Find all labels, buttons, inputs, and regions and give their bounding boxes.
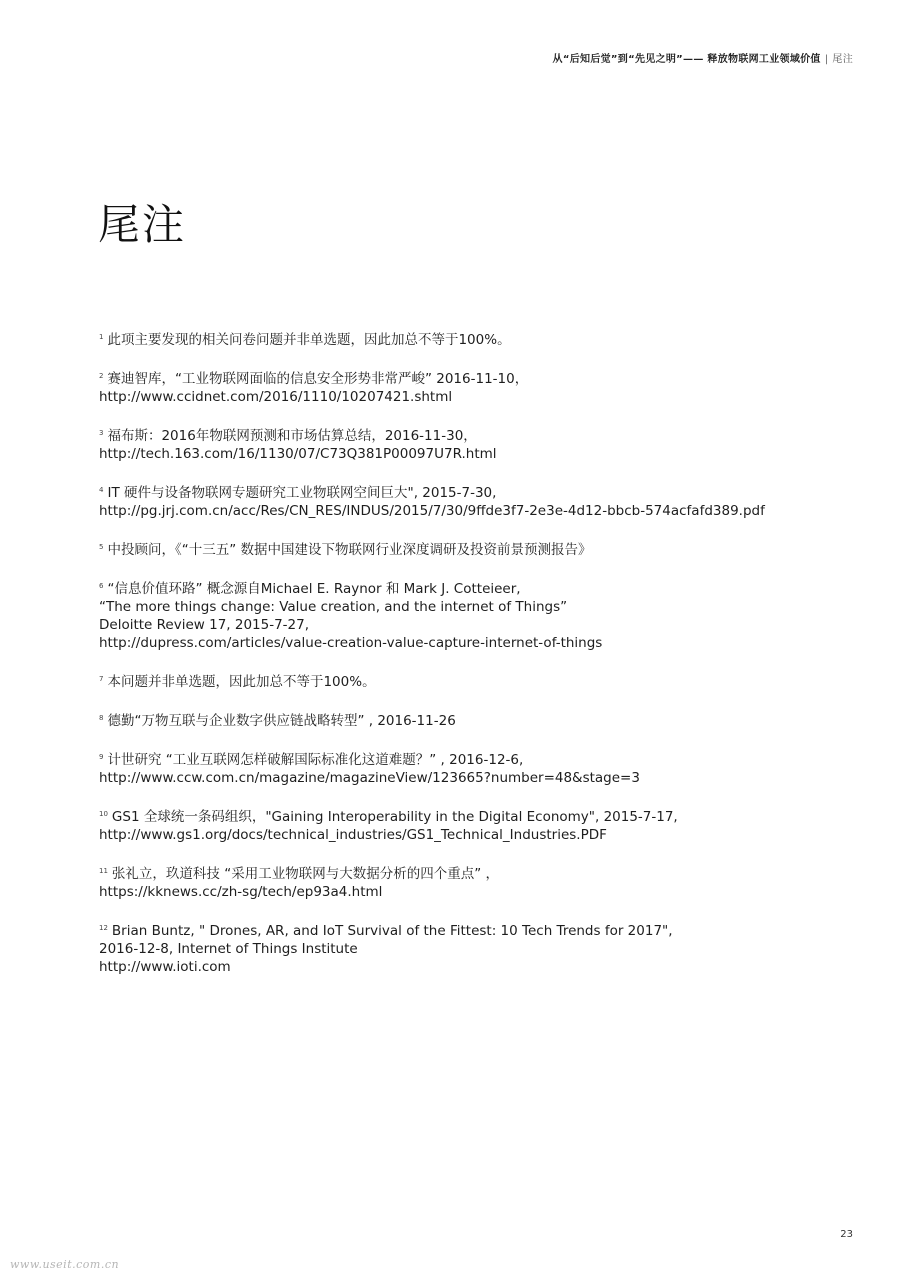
- endnote-item: [99, 862, 859, 901]
- endnote-line: [99, 577, 859, 598]
- header-section-name: 尾注: [832, 54, 853, 65]
- endnote-text: http://www.gs1.org/docs/technical_industries/GS1_Technical_Industries.PDF: [99, 827, 607, 843]
- endnote-line: [99, 709, 859, 730]
- endnote-line: [99, 598, 859, 616]
- endnote-text: 张礼立，玖道科技 “采用工业物联网与大数据分析的四个重点” ，: [111, 866, 499, 882]
- endnote-number: 4: [99, 486, 104, 494]
- endnote-line: [99, 919, 859, 940]
- page-title: 尾注: [98, 200, 187, 249]
- watermark: www.useit.com.cn: [10, 1258, 120, 1271]
- header-separator: |: [824, 54, 829, 65]
- endnote-text: https://kknews.cc/zh-sg/tech/ep93a4.html: [99, 884, 383, 900]
- endnote-line: [99, 862, 859, 883]
- endnote-line: [99, 634, 859, 652]
- endnote-item: [99, 670, 859, 691]
- endnote-item: [99, 919, 859, 976]
- endnote-text: “信息价值环路” 概念源自Michael E. Raynor 和 Mark J. Cotteieer,: [107, 581, 521, 597]
- endnote-line: [99, 805, 859, 826]
- endnote-line: [99, 367, 859, 388]
- page-number: 23: [840, 1229, 853, 1240]
- endnote-text: “The more things change: Value creation, and the internet of Things”: [99, 599, 568, 615]
- endnote-line: [99, 424, 859, 445]
- endnote-item: [99, 328, 859, 349]
- endnote-text: IT 硬件与设备物联网专题研究工业物联网空间巨大", 2015-7-30,: [107, 485, 497, 501]
- endnote-line: [99, 826, 859, 844]
- endnote-text: 福布斯：2016年物联网预测和市场估算总结，2016-11-30，: [107, 428, 477, 444]
- endnote-line: [99, 670, 859, 691]
- endnote-text: http://tech.163.com/16/1130/07/C73Q381P00097U7R.html: [99, 446, 497, 462]
- endnote-line: [99, 445, 859, 463]
- endnote-text: 赛迪智库，“工业物联网面临的信息安全形势非常严峻” 2016-11-10，: [107, 371, 529, 387]
- endnote-number: 3: [99, 429, 104, 437]
- endnote-list: [99, 328, 859, 994]
- endnote-text: http://www.ioti.com: [99, 959, 231, 975]
- endnote-item: [99, 577, 859, 652]
- endnote-number: 1: [99, 333, 104, 341]
- endnote-item: [99, 481, 859, 520]
- endnote-line: [99, 748, 859, 769]
- endnote-line: [99, 958, 859, 976]
- endnote-item: [99, 538, 859, 559]
- endnote-item: [99, 709, 859, 730]
- endnote-number: 7: [99, 675, 104, 683]
- endnote-line: [99, 328, 859, 349]
- endnote-text: 此项主要发现的相关问卷问题并非单选题，因此加总不等于100%。: [107, 332, 511, 348]
- endnote-text: 德勤“万物互联与企业数字供应链战略转型” , 2016-11-26: [107, 713, 456, 729]
- endnote-text: Deloitte Review 17, 2015-7-27,: [99, 617, 310, 633]
- endnote-text: Brian Buntz, " Drones, AR, and IoT Survival of the Fittest: 10 Tech Trends for 2017",: [111, 923, 673, 939]
- endnote-text: http://www.ccidnet.com/2016/1110/10207421.shtml: [99, 389, 453, 405]
- endnote-number: 9: [99, 753, 104, 761]
- endnote-number: 8: [99, 714, 104, 722]
- endnote-item: [99, 748, 859, 787]
- endnote-text: GS1 全球统一条码组织，"Gaining Interoperability in the Digital Economy", 2015-7-17,: [111, 809, 678, 825]
- endnote-line: [99, 538, 859, 559]
- endnote-number: 5: [99, 543, 104, 551]
- endnote-text: 2016-12-8, Internet of Things Institute: [99, 941, 358, 957]
- endnote-line: [99, 481, 859, 502]
- endnote-text: 计世研究 “工业互联网怎样破解国际标准化这道难题？” , 2016-12-6,: [107, 752, 524, 768]
- endnote-text: 本问题并非单选题，因此加总不等于100%。: [107, 674, 376, 690]
- endnote-line: [99, 388, 859, 406]
- endnote-line: [99, 769, 859, 787]
- endnote-number: 2: [99, 372, 104, 380]
- header-document-title: 从“后知后觉”到“先见之明”—— 释放物联网工业领域价值: [552, 54, 821, 65]
- endnote-number: 12: [99, 924, 108, 932]
- endnote-item: [99, 424, 859, 463]
- endnote-line: [99, 883, 859, 901]
- endnote-text: http://www.ccw.com.cn/magazine/magazineView/123665?number=48&stage=3: [99, 770, 640, 786]
- endnote-line: [99, 616, 859, 634]
- endnote-text: http://dupress.com/articles/value-creation-value-capture-internet-of-things: [99, 635, 603, 651]
- endnote-number: 11: [99, 867, 108, 875]
- endnote-number: 10: [99, 810, 108, 818]
- endnote-text: http://pg.jrj.com.cn/acc/Res/CN_RES/INDUS/2015/7/30/9ffde3f7-2e3e-4d12-bbcb-574acfafd389.pdf: [99, 503, 765, 519]
- endnote-line: [99, 502, 859, 520]
- endnote-item: [99, 367, 859, 406]
- endnote-number: 6: [99, 582, 104, 590]
- endnote-text: 中投顾问，《“十三五” 数据中国建设下物联网行业深度调研及投资前景预测报告》: [107, 542, 592, 558]
- endnote-line: [99, 940, 859, 958]
- endnote-item: [99, 805, 859, 844]
- running-header: [553, 50, 853, 65]
